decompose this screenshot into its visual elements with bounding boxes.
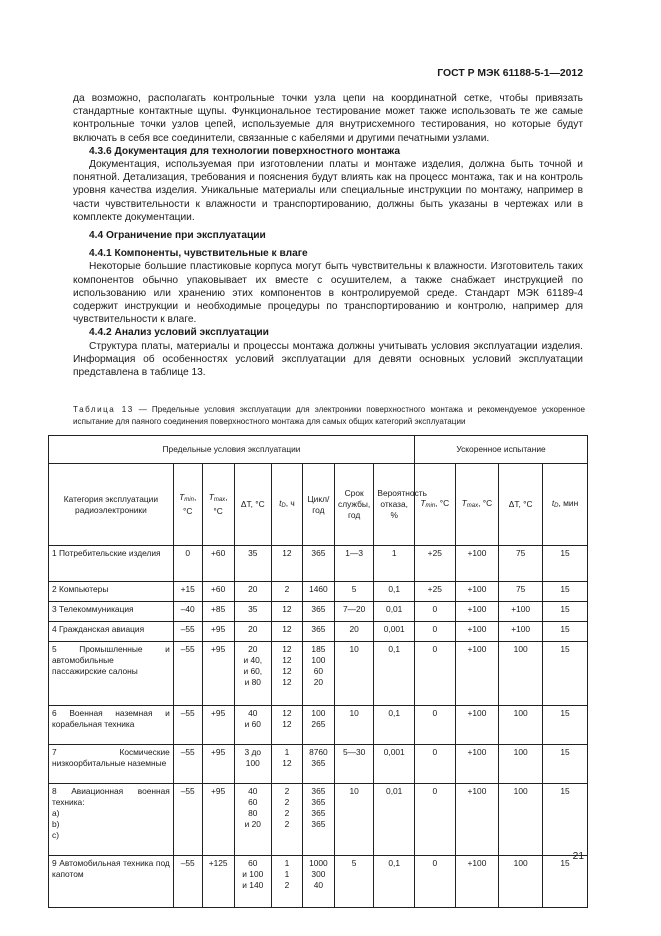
- cell-probability: 1: [374, 546, 415, 582]
- cell-probability: 0,001: [374, 622, 415, 642]
- cell-acc-delta-t: 100: [499, 745, 543, 784]
- body-text: [73, 92, 583, 379]
- page-number: 21: [572, 851, 584, 862]
- cell-category: [49, 642, 174, 706]
- cell-life: 1—3: [334, 546, 373, 582]
- cell-delta-t-line: 100: [245, 758, 260, 768]
- cell-td-line: 12: [282, 677, 292, 687]
- cell-tmin: –55: [173, 745, 202, 784]
- cell-tmin: –55: [173, 642, 202, 706]
- heading-4-4-2: 4.4.2 Анализ условий эксплуатации: [89, 327, 269, 339]
- cell-cycles: [302, 856, 334, 908]
- cell-tmax: +60: [202, 546, 234, 582]
- cell-td-line: 12: [282, 708, 292, 718]
- cell-delta-t: [234, 856, 271, 908]
- cell-life: 10: [334, 642, 373, 706]
- table-row: [49, 602, 588, 622]
- document-header: ГОСТ Р МЭК 61188-5-1—2012: [437, 68, 583, 79]
- cell-probability: 0,1: [374, 642, 415, 706]
- cell-delta-t-line: 60: [248, 797, 258, 807]
- col-header-acc-tmax: Tmax, °C: [455, 464, 499, 546]
- cell-acc-tmax: +100: [455, 622, 499, 642]
- cell-td-line: 12: [282, 644, 292, 654]
- cell-acc-tmin: +25: [415, 546, 456, 582]
- cell-cycles-line: 365: [311, 808, 326, 818]
- paragraph: Структура платы, материалы и процессы монтажа должны учитывать условия эксплуатации изделия. Информация об особенностях условий эксплуатации для девяти основных условий эксплуатации представлена в таблице 13.: [73, 340, 583, 379]
- cell-delta-t-line: и 40,: [243, 655, 263, 665]
- cell-life: 20: [334, 622, 373, 642]
- category-text: 1 Потребительские изделия: [52, 548, 161, 558]
- cell-acc-td: 15: [543, 856, 588, 908]
- cell-td: [271, 706, 302, 745]
- cell-acc-tmin: 0: [415, 642, 456, 706]
- cell-cycles-line: 185: [311, 644, 326, 654]
- cell-acc-td: 15: [543, 582, 588, 602]
- cell-acc-tmax: +100: [455, 582, 499, 602]
- table-row: [49, 784, 588, 856]
- col-header-td: tD, ч: [271, 464, 302, 546]
- cell-delta-t: [234, 745, 271, 784]
- cell-td-line: 12: [282, 655, 292, 665]
- cell-acc-td: 15: [543, 622, 588, 642]
- cell-td-line: 2: [284, 808, 290, 818]
- cell-acc-tmax: +100: [455, 745, 499, 784]
- cell-acc-td: 15: [543, 784, 588, 856]
- paragraph: Некоторые большие пластиковые корпуса могут быть чувствительны к влажности. Изготовитель таких компонентов обычно упаковывает их вместе с осушителем, а также снабжает инструкцией по использованию или хранению этих компонентов в контролируемой среде. Стандарт МЭК 61189-4 содержит инструкции и необходимые процедуры по транспортированию и контролю, например для чувствительности к влаге.: [73, 261, 583, 326]
- cell-td-line: 12: [282, 758, 292, 768]
- cell-cycles-line: 20: [313, 677, 324, 687]
- cell-acc-tmin: 0: [415, 602, 456, 622]
- table-row: [49, 642, 588, 706]
- category-subitem: a): [52, 808, 60, 818]
- cell-td-line: 12: [282, 719, 292, 729]
- category-text: 5 Промышленные и автомобильные пассажирские салоны: [52, 644, 170, 676]
- cell-category: [49, 745, 174, 784]
- cell-acc-tmin: +25: [415, 582, 456, 602]
- table-caption-label: Таблица 13: [73, 405, 134, 414]
- cell-delta-t-line: 20: [248, 644, 258, 654]
- cell-delta-t: [234, 706, 271, 745]
- cell-delta-t: 35: [234, 546, 271, 582]
- cell-probability: 0,1: [374, 856, 415, 908]
- cell-acc-tmin: 0: [415, 856, 456, 908]
- cell-tmax: +95: [202, 784, 234, 856]
- cell-td-line: 12: [282, 666, 292, 676]
- cell-td-line: 1: [284, 858, 290, 868]
- cell-acc-delta-t: 100: [499, 706, 543, 745]
- cell-cycles-line: 8760: [309, 747, 328, 757]
- cell-delta-t-line: 40: [248, 708, 258, 718]
- cell-td-line: 2: [284, 797, 290, 807]
- col-header-tmax: Tmax, °C: [202, 464, 234, 546]
- cell-cycles: [302, 784, 334, 856]
- cell-delta-t-line: и 20: [244, 819, 261, 829]
- cell-td: 12: [271, 546, 302, 582]
- col-header-acc-td: tD, мин: [543, 464, 588, 546]
- cell-delta-t-line: 40: [248, 786, 258, 796]
- cell-tmax: +95: [202, 745, 234, 784]
- cell-cycles: [302, 706, 334, 745]
- cell-probability: 0,01: [374, 602, 415, 622]
- cell-cycles-line: 100: [311, 708, 326, 718]
- cell-delta-t-line: 80: [248, 808, 258, 818]
- cell-acc-td: 15: [543, 745, 588, 784]
- cell-tmin: 0: [173, 546, 202, 582]
- cell-delta-t-line: 3 до: [244, 747, 262, 757]
- cell-acc-tmin: 0: [415, 706, 456, 745]
- cell-life: 10: [334, 784, 373, 856]
- cell-tmax: +95: [202, 642, 234, 706]
- cell-td: [271, 856, 302, 908]
- cell-cycles-line: 365: [311, 819, 326, 829]
- category-subitem: b): [52, 819, 60, 829]
- cell-td: [271, 642, 302, 706]
- cell-td-line: 1: [284, 869, 290, 879]
- cell-acc-delta-t: 100: [499, 642, 543, 706]
- table-row: [49, 622, 588, 642]
- table-row: [49, 706, 588, 745]
- cell-td-line: 2: [284, 880, 290, 890]
- cell-td: [271, 745, 302, 784]
- col-header-cycles: Цикл/год: [302, 464, 334, 546]
- col-header-category: Категория эксплуатации радиоэлектроники: [49, 464, 174, 546]
- cell-acc-tmax: +100: [455, 602, 499, 622]
- cell-cycles-line: 365: [311, 786, 326, 796]
- cell-life: 5: [334, 856, 373, 908]
- cell-category: [49, 706, 174, 745]
- cell-delta-t: [234, 784, 271, 856]
- paragraph: Документация, используемая при изготовлении платы и монтаже изделия, должна быть точной и понятной. Детализация, требования и пояснения будут влиять как на процесс монтажа, так и на контроль уровня качества изделия. Уникальные материалы или специальные инструкции по монтажу, например в части чувствительности к влажности и транспортированию, должны быть указаны в чертежах или в комплекте документации.: [73, 159, 583, 223]
- category-text: 7 Космические низкоорбитальные наземные: [52, 747, 170, 768]
- cell-acc-tmin: 0: [415, 622, 456, 642]
- table-body: [49, 546, 588, 908]
- cell-td-line: 2: [284, 819, 290, 829]
- cell-acc-delta-t: 100: [499, 784, 543, 856]
- cell-delta-t-line: 60: [248, 858, 258, 868]
- cell-acc-tmax: +100: [455, 856, 499, 908]
- cell-tmin: –55: [173, 706, 202, 745]
- heading-4-3-6: 4.3.6 Документация для технологии поверхностного монтажа: [89, 145, 401, 157]
- col-header-life: Срок службы, год: [334, 464, 373, 546]
- cell-acc-delta-t: 75: [499, 546, 543, 582]
- category-text: 3 Телекоммуникация: [52, 604, 134, 614]
- cell-cycles: 1460: [302, 582, 334, 602]
- cell-probability: 0,1: [374, 706, 415, 745]
- cell-acc-tmax: +100: [455, 784, 499, 856]
- cell-delta-t-line: и 100: [242, 869, 264, 879]
- cell-life: 7—20: [334, 602, 373, 622]
- cell-cycles-line: 1000: [309, 858, 328, 868]
- cell-delta-t: [234, 642, 271, 706]
- cell-td-line: 2: [284, 786, 290, 796]
- conditions-table: [48, 435, 588, 908]
- cell-td: [271, 784, 302, 856]
- cell-life: 5—30: [334, 745, 373, 784]
- cell-tmin: –55: [173, 784, 202, 856]
- category-text: 4 Гражданская авиация: [52, 624, 145, 634]
- cell-cycles: [302, 642, 334, 706]
- cell-delta-t: 35: [234, 602, 271, 622]
- cell-acc-tmax: +100: [455, 706, 499, 745]
- cell-probability: 0,01: [374, 784, 415, 856]
- cell-cycles: 365: [302, 602, 334, 622]
- cell-delta-t: 20: [234, 622, 271, 642]
- cell-category: [49, 784, 174, 856]
- cell-td: 2: [271, 582, 302, 602]
- col-header-acc-tmin: Tmin, °C: [415, 464, 456, 546]
- cell-cycles-line: 300: [311, 869, 326, 879]
- col-header-acc-delta-t: ΔT, °C: [499, 464, 543, 546]
- cell-cycles: 365: [302, 622, 334, 642]
- paragraph: да возможно, располагать контрольные точки узла цепи на координатной сетке, чтобы привязать стандартные контактные щупы. Функциональное тестирование может также использовать те же самые контрольные точки узлов цепей, используемые для внутрисхемного тестирования, но которые будут включать в себя все соединители, связанные с кабелями и другими печатными узлами.: [73, 93, 583, 144]
- cell-td: 12: [271, 622, 302, 642]
- cell-life: 10: [334, 706, 373, 745]
- cell-cycles-line: 365: [311, 797, 326, 807]
- cell-acc-tmax: +100: [455, 546, 499, 582]
- col-header-probability: Вероятность отказа, %: [374, 464, 415, 546]
- cell-acc-delta-t: +100: [499, 622, 543, 642]
- cell-tmax: +125: [202, 856, 234, 908]
- cell-tmax: +60: [202, 582, 234, 602]
- cell-delta-t-line: и 60: [244, 719, 261, 729]
- col-header-tmin: Tmin, °C: [173, 464, 202, 546]
- cell-acc-td: 15: [543, 706, 588, 745]
- group-header-accelerated: Ускоренное испытание: [415, 436, 588, 464]
- table-caption-text: — Предельные условия эксплуатации для электроники поверхностного монтажа и рекомендуемое ускоренное испытание для паяного соединения поверхностного монтажа для самых общих категорий эксплуатации: [73, 405, 585, 426]
- table-caption: [73, 404, 585, 428]
- category-subitem: c): [52, 830, 59, 840]
- cell-acc-td: 15: [543, 642, 588, 706]
- table-row: [49, 856, 588, 908]
- col-header-delta-t: ΔT, °C: [234, 464, 271, 546]
- cell-tmin: –40: [173, 602, 202, 622]
- category-text: 9 Автомобильная техника под капотом: [52, 858, 170, 879]
- category-text: 2 Компьютеры: [52, 584, 109, 594]
- cell-category: [49, 582, 174, 602]
- cell-category: [49, 856, 174, 908]
- cell-cycles-line: 365: [311, 758, 326, 768]
- cell-delta-t: 20: [234, 582, 271, 602]
- cell-tmax: +95: [202, 622, 234, 642]
- cell-tmax: +85: [202, 602, 234, 622]
- cell-cycles: [302, 745, 334, 784]
- cell-acc-td: 15: [543, 546, 588, 582]
- cell-acc-delta-t: +100: [499, 602, 543, 622]
- cell-category: [49, 622, 174, 642]
- table-row: [49, 582, 588, 602]
- table-row: [49, 745, 588, 784]
- cell-delta-t-line: и 60,: [243, 666, 263, 676]
- table-row: [49, 546, 588, 582]
- cell-acc-tmin: 0: [415, 784, 456, 856]
- cell-cycles: 365: [302, 546, 334, 582]
- cell-tmin: +15: [173, 582, 202, 602]
- cell-cycles-line: 40: [313, 880, 324, 890]
- cell-life: 5: [334, 582, 373, 602]
- cell-delta-t-line: и 80: [244, 677, 261, 687]
- cell-probability: 0,001: [374, 745, 415, 784]
- cell-acc-tmax: +100: [455, 642, 499, 706]
- cell-cycles-line: 100: [311, 655, 326, 665]
- cell-td: 12: [271, 602, 302, 622]
- cell-td-line: 1: [284, 747, 290, 757]
- group-header-limits: Предельные условия эксплуатации: [49, 436, 415, 464]
- cell-acc-td: 15: [543, 602, 588, 622]
- cell-acc-delta-t: 100: [499, 856, 543, 908]
- cell-tmax: +95: [202, 706, 234, 745]
- cell-category: [49, 602, 174, 622]
- cell-cycles-line: 265: [311, 719, 326, 729]
- category-text: 6 Военная наземная и корабельная техника: [52, 708, 170, 729]
- heading-4-4: 4.4 Ограничение при эксплуатации: [89, 230, 266, 242]
- cell-tmin: –55: [173, 856, 202, 908]
- cell-tmin: –55: [173, 622, 202, 642]
- cell-acc-delta-t: 75: [499, 582, 543, 602]
- category-text: 8 Авиационная военная техника:: [52, 786, 170, 807]
- cell-probability: 0,1: [374, 582, 415, 602]
- cell-acc-tmin: 0: [415, 745, 456, 784]
- cell-category: [49, 546, 174, 582]
- cell-cycles-line: 60: [313, 666, 324, 676]
- cell-delta-t-line: и 140: [242, 880, 264, 890]
- heading-4-4-1: 4.4.1 Компоненты, чувствительные к влаге: [89, 248, 308, 260]
